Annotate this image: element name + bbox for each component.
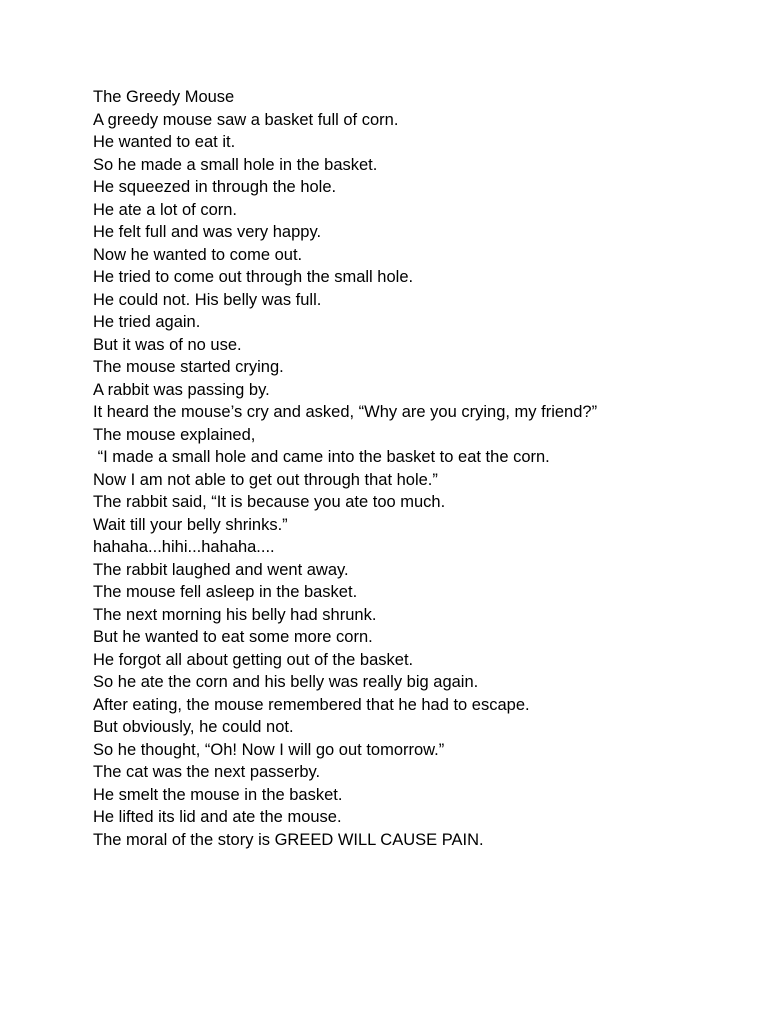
story-line: So he thought, “Oh! Now I will go out tomorrow.” [93, 740, 445, 759]
story-line: Now he wanted to come out. [93, 245, 303, 264]
story-line: He wanted to eat it. [93, 133, 236, 151]
story-line: The next morning his belly had shrunk. [93, 605, 377, 624]
story-line: He felt full and was very happy. [93, 223, 322, 241]
story-text [93, 86, 733, 851]
story-moral: The moral of the story is GREED WILL CAUSE PAIN. [93, 830, 484, 849]
story-line: The cat was the next passerby. [93, 763, 321, 781]
story-line: A greedy mouse saw a basket full of corn. [93, 110, 399, 129]
story-line: A rabbit was passing by. [93, 380, 270, 399]
story-line: Wait till your belly shrinks.” [93, 515, 288, 534]
story-line: He forgot all about getting out of the basket. [93, 650, 414, 669]
story-line: But it was of no use. [93, 335, 242, 354]
story-line: Now I am not able to get out through that hole.” [93, 470, 438, 489]
story-line: He tried to come out through the small hole. [93, 268, 414, 286]
story-line: But he wanted to eat some more corn. [93, 628, 373, 646]
story-line: He ate a lot of corn. [93, 200, 237, 219]
story-line: So he ate the corn and his belly was really big again. [93, 673, 479, 691]
story-line: The mouse started crying. [93, 358, 284, 376]
story-title: The Greedy Mouse [93, 88, 235, 106]
story-line: He tried again. [93, 313, 201, 331]
story-line: He could not. His belly was full. [93, 290, 322, 309]
story-line: He lifted its lid and ate the mouse. [93, 808, 342, 826]
story-line: He squeezed in through the hole. [93, 178, 337, 196]
story-line: But obviously, he could not. [93, 718, 294, 736]
story-line: He smelt the mouse in the basket. [93, 785, 343, 804]
story-line: hahaha...hihi...hahaha.... [93, 538, 275, 556]
story-line: The mouse explained, [93, 425, 256, 444]
story-line: The rabbit said, “It is because you ate too much. [93, 493, 446, 511]
story-line: It heard the mouse’s cry and asked, “Why are you crying, my friend?” [93, 403, 598, 421]
story-line: The mouse fell asleep in the basket. [93, 583, 358, 601]
story-line: The rabbit laughed and went away. [93, 560, 349, 579]
story-line: So he made a small hole in the basket. [93, 155, 378, 174]
story-line: After eating, the mouse remembered that he had to escape. [93, 695, 530, 714]
story-line: “I made a small hole and came into the basket to eat the corn. [93, 448, 550, 466]
